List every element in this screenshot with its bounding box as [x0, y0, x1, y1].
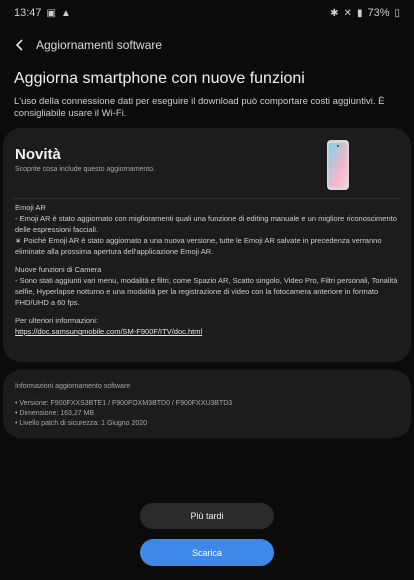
more-info-label: Per ulteriori informazioni: — [15, 316, 98, 325]
phone-illustration-icon — [321, 138, 355, 192]
signal-icon: ▮ — [356, 7, 363, 19]
news-title: Novità — [15, 146, 61, 163]
mute-icon: ✕ — [343, 7, 352, 19]
update-info-card — [3, 370, 411, 438]
notification-icon: ▣ — [46, 7, 56, 19]
version-line: • Versione: F900FXXS3BTE1 / F900FOXM3BTD0 / F900FXXU3BTD3 — [15, 400, 233, 407]
battery-icon: ▯ — [394, 7, 400, 19]
headline: Aggiorna smartphone con nuove funzioni — [14, 70, 305, 87]
status-bar — [0, 0, 414, 26]
divider — [13, 198, 401, 199]
status-time: 13:47 — [14, 7, 42, 19]
size-line: • Dimensione: 163,27 MB — [15, 410, 95, 417]
news-card — [3, 128, 411, 362]
emoji-note-2: ∗ Poiché Emoji AR è stato aggiornato a una nuova versione, tutte le Emoji AR salvate in precedenza verranno eliminate alla prossima apertura dell'applicazione Emoji AR. — [15, 236, 382, 256]
update-info — [15, 382, 399, 429]
release-notes — [15, 202, 399, 344]
patch-line: • Livello patch di sicurezza: 1 Giugno 2020 — [15, 420, 148, 427]
battery-percent: 73% — [367, 7, 390, 19]
info-link[interactable]: https://doc.samsungmobile.com/SM-F900F/ITV/doc.html — [15, 327, 203, 336]
bluetooth-icon: ✱ — [330, 7, 339, 19]
news-subtitle: Scoprite cosa include questo aggiornamento. — [15, 166, 156, 173]
later-button[interactable]: Più tardi — [140, 503, 274, 529]
emoji-note-1: - Emoji AR è stato aggiornato con miglioramenti quali una funzione di editing manuale e un migliore riconoscimento delle espressioni facciali. — [15, 214, 397, 234]
camera-section-title: Nuove funzioni di Camera — [15, 265, 102, 274]
app-bar — [0, 32, 414, 58]
intro-text: L'uso della connessione dati per eseguire il download può comportare costi aggiuntivi. È consigliabile usare il Wi-Fi. — [14, 96, 385, 119]
page-title: Aggiornamenti software — [36, 38, 163, 52]
gallery-icon: ▲ — [60, 7, 71, 19]
camera-note-1: - Sono stati aggiunti vari menu, modalità e filtri, come Spazio AR, Scatto singolo, Video Pro, Filtri personali, Tonalità selfie, Hyperlapse notturno e una modalità per la registrazione di video con la fotocamera anteriore in formato FHD/UHD a 60 fps. — [15, 276, 398, 307]
download-button[interactable]: Scarica — [140, 539, 274, 566]
back-arrow-icon[interactable] — [12, 37, 28, 53]
update-info-title: Informazioni aggiornamento software — [15, 383, 131, 390]
emoji-section-title: Emoji AR — [15, 203, 46, 212]
